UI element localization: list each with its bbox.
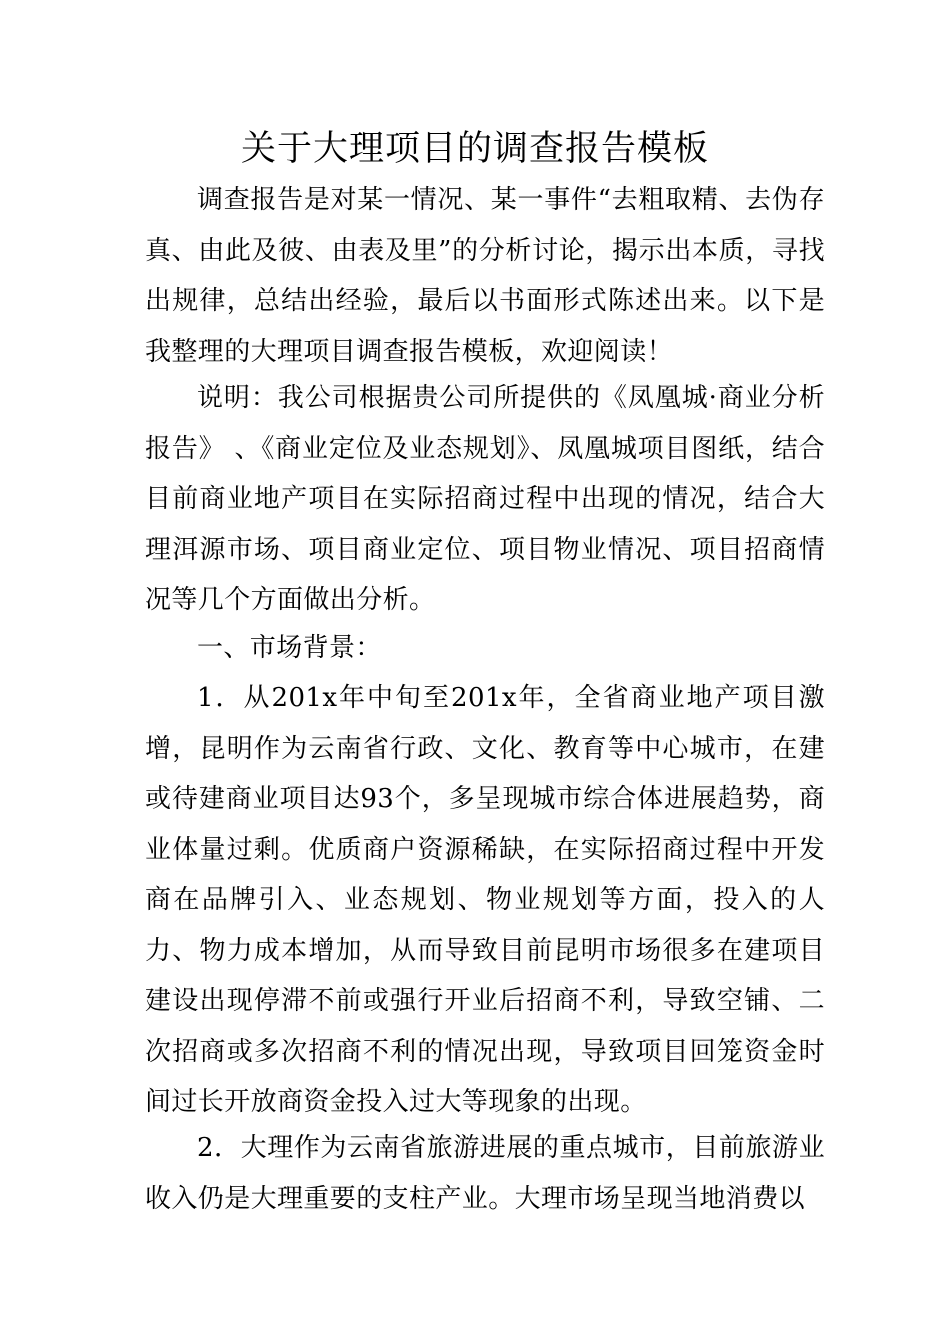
paragraph-point-1: 1．从201x年中旬至201x年，全省商业地产项目激增，昆明作为云南省行政、文化、教育等中心城市，在建或待建商业项目达93个，多呈现城市综合体进展趋势，商业体量过剩。优质商户资源稀缺，在实际招商过程中开发商在品牌引入、业态规划、物业规划等方面，投入的人力、物力成本增加，从而导致目前昆明市场很多在建项目建设出现停滞不前或强行开业后招商不利，导致空铺、二次招商或多次招商不利的情况出现，导致项目回笼资金时间过长开放商资金投入过大等现象的出现。 — [145, 683, 825, 1117]
section-heading-market-background: 一、市场背景： — [197, 633, 382, 663]
document-title: 关于大理项目的调查报告模板 — [240, 129, 709, 169]
paragraph-intro: 调查报告是对某一情况、某一事件“去粗取精、去伪存真、由此及彼、由表及里”的分析讨论，揭示出本质，寻找出规律，总结出经验，最后以书面形式陈述出来。以下是我整理的大理项目调查报告模板，欢迎阅读！ — [145, 185, 825, 367]
paragraph-point-2: 2．大理作为云南省旅游进展的重点城市，目前旅游业收入仍是大理重要的支柱产业。大理市场呈现当地消费以 — [145, 1133, 825, 1214]
paragraph-explanation: 说明：我公司根据贵公司所提供的《凤凰城·商业分析报告》 、《商业定位及业态规划》、凤凰城项目图纸，结合目前商业地产项目在实际招商过程中出现的情况，结合大理洱源市场、项目商业定位、项目物业情况、项目招商情况等几个方面做出分析。 — [145, 383, 825, 615]
